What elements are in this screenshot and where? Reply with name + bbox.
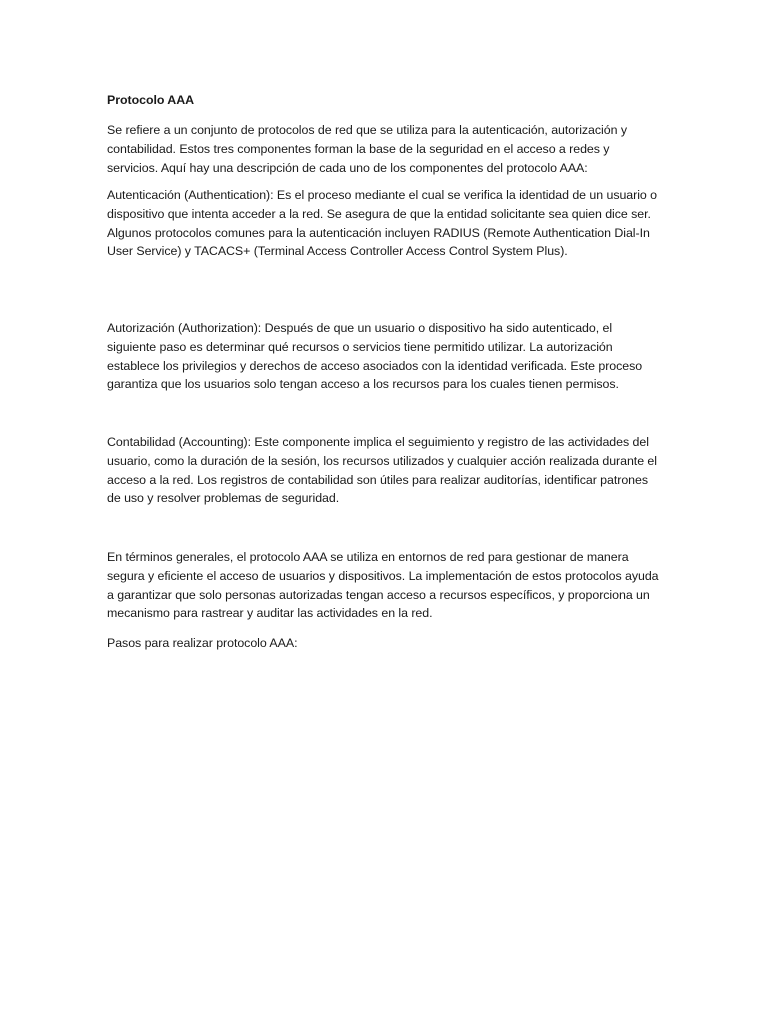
- accounting-paragraph: Contabilidad (Accounting): Este componente implica el seguimiento y registro de las actividades del usuario, como la duración de la sesión, los recursos utilizados y cualquier acción realizada durante el acceso a la red. Los registros de contabilidad son útiles para realizar auditorías, identificar patrones de uso y resolver problemas de seguridad.: [107, 435, 657, 506]
- summary-paragraph: En términos generales, el protocolo AAA se utiliza en entornos de red para gestionar de manera segura y eficiente el acceso de usuarios y dispositivos. La implementación de estos protocolos ayuda a garantizar que solo personas autorizadas tengan acceso a recursos específicos, y proporciona un mecanismo para rastrear y auditar las actividades en la red.: [107, 550, 659, 621]
- authorization-paragraph: Autorización (Authorization): Después de que un usuario o dispositivo ha sido autenticado, el siguiente paso es determinar qué recursos o servicios tiene permitido utilizar. La autorización establece los privilegios y derechos de acceso asociados con la identidad verificada. Este proceso garantiza que los usuarios solo tengan acceso a los recursos para los cuales tienen permisos.: [107, 321, 643, 392]
- steps-heading: Pasos para realizar protocolo AAA:: [107, 636, 298, 650]
- authentication-paragraph: Autenticación (Authentication): Es el proceso mediante el cual se verifica la identidad de un usuario o dispositivo que intenta acceder a la red. Se asegura de que la entidad solicitante sea quien dice ser. Algunos protocolos comunes para la autenticación incluyen RADIUS (Remote Authentication Dial-In User Service) y TACACS+ (Terminal Access Controller Access Control System Plus).: [107, 188, 658, 259]
- document-title: Protocolo AAA: [107, 93, 194, 107]
- intro-paragraph: Se refiere a un conjunto de protocolos de red que se utiliza para la autenticación, autorización y contabilidad. Estos tres componentes forman la base de la seguridad en el acceso a redes y servicios. Aquí hay una descripción de cada uno de los componentes del protocolo AAA:: [107, 123, 627, 175]
